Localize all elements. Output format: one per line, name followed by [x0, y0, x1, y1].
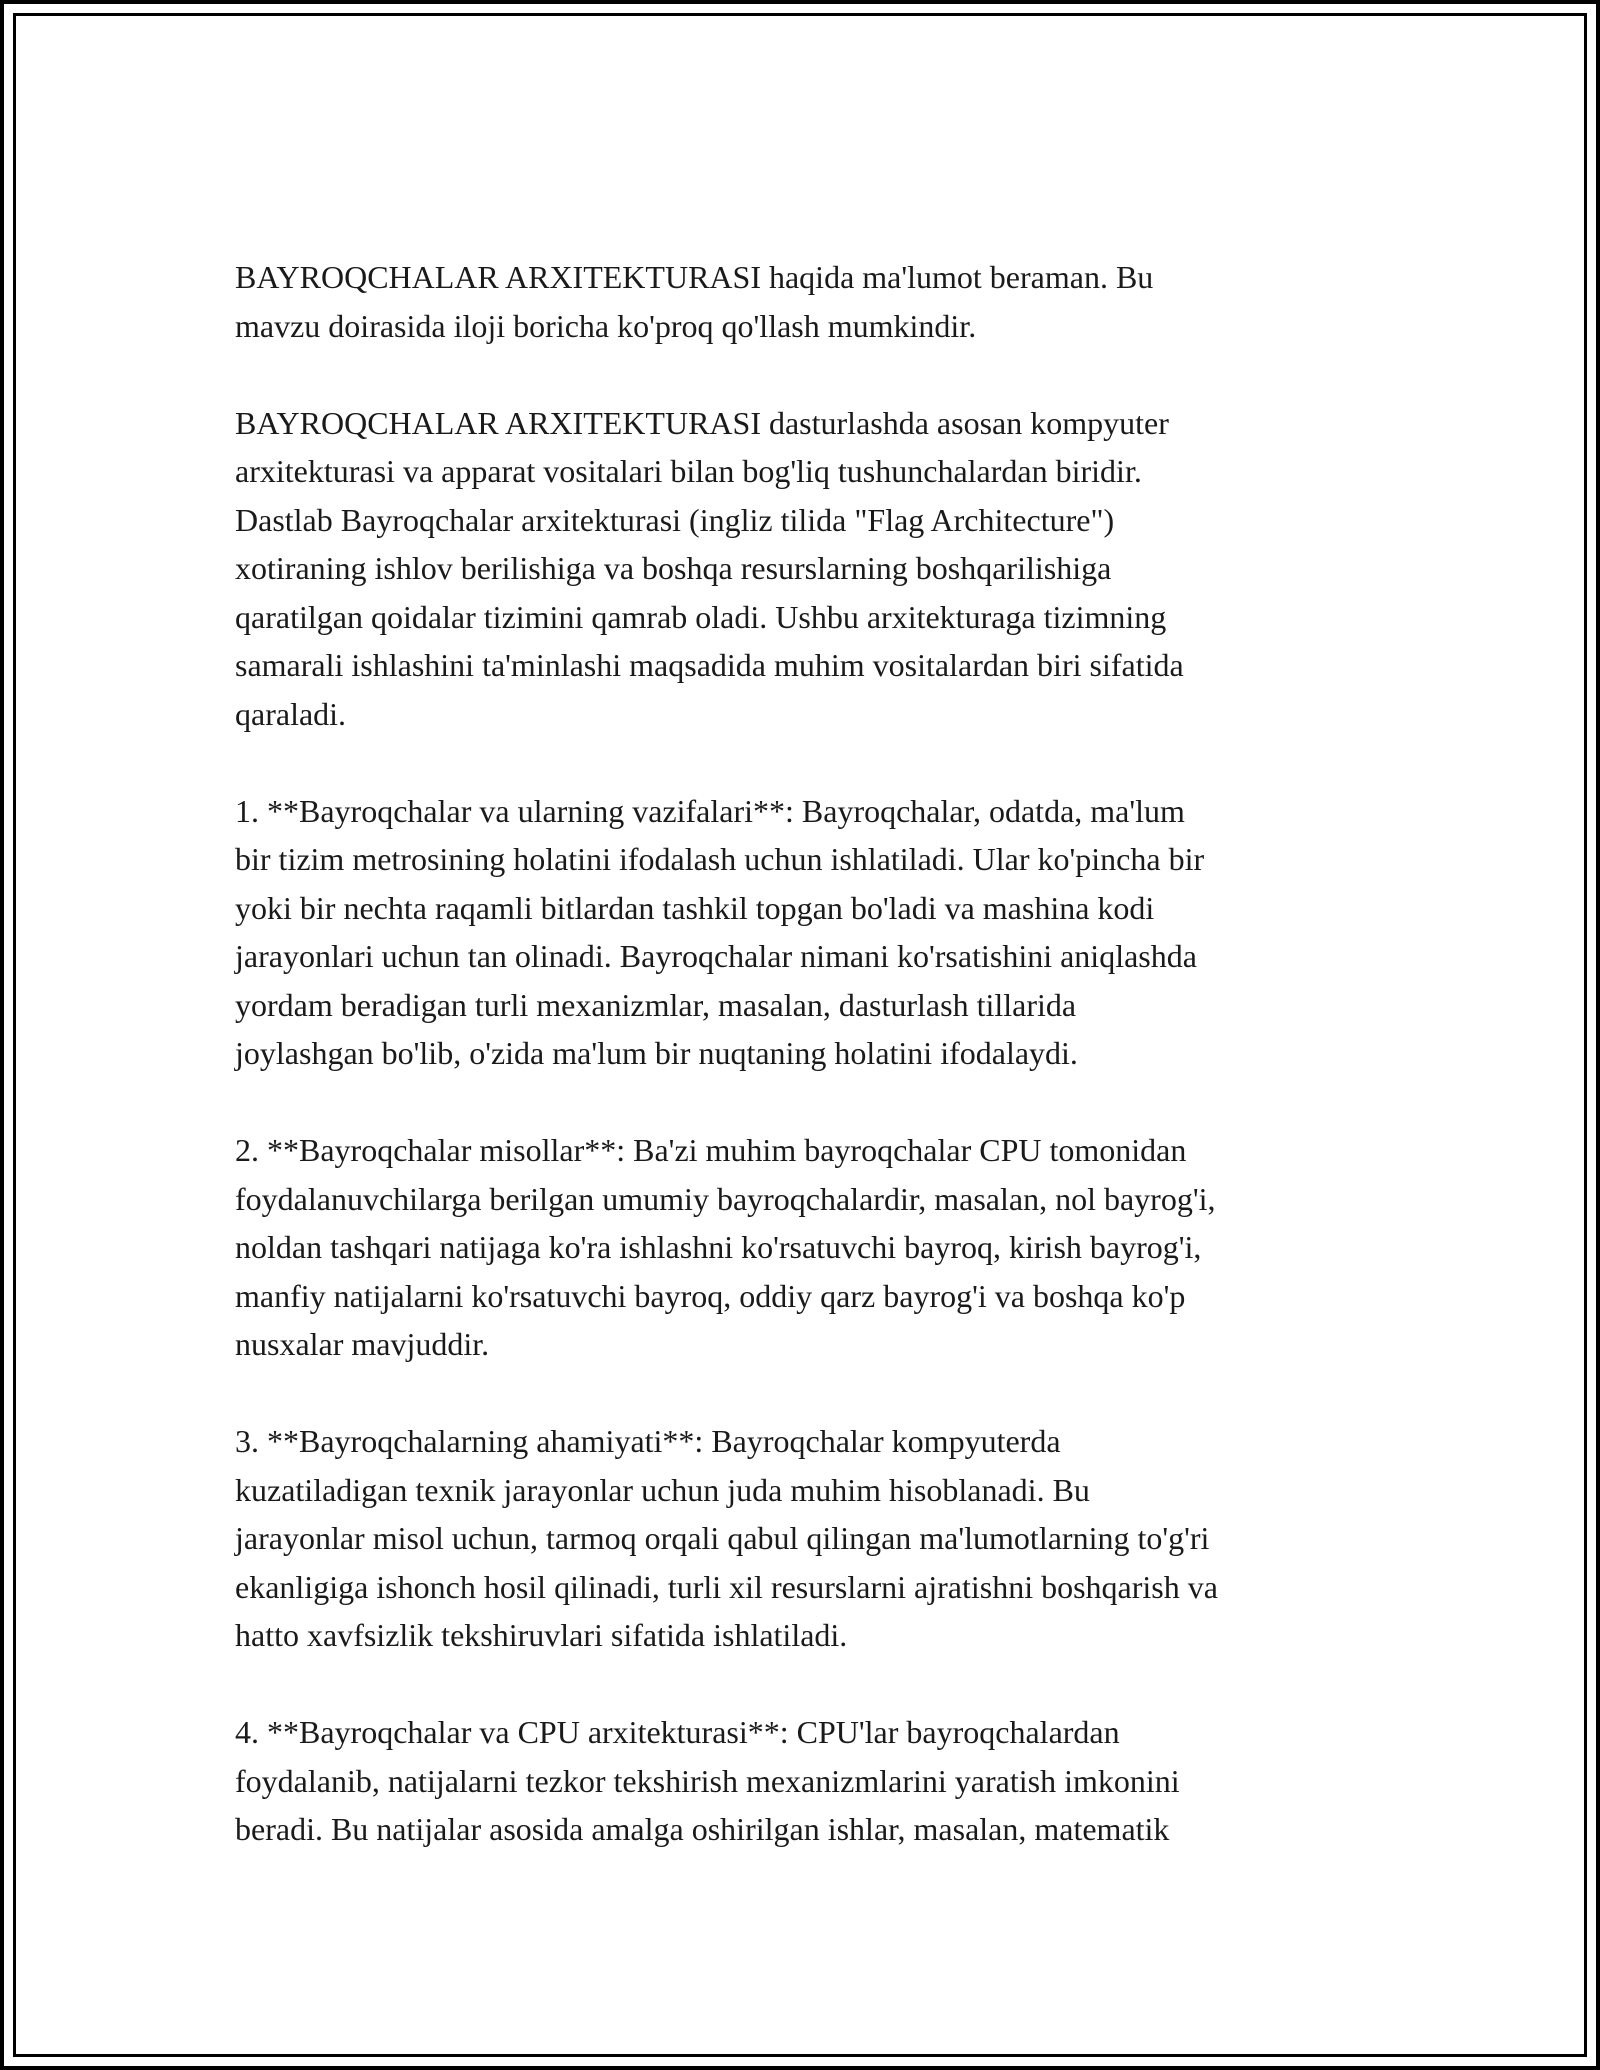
text-line: mavzu doirasida iloji boricha ko'proq qo'llash mumkindir.: [235, 307, 977, 344]
text-line: noldan tashqari natijaga ko'ra ishlashni ko'rsatuvchi bayroq, kirish bayrog'i,: [235, 1229, 1202, 1265]
text-line: qaratilgan qoidalar tizimini qamrab oladi. Ushbu arxitekturaga tizimning: [235, 598, 1167, 635]
paragraph-item-1: [235, 787, 1380, 1078]
text-line: beradi. Bu natijalar asosida amalga oshirilgan ishlar, masalan, matematik: [235, 1811, 1170, 1847]
text-line: nusxalar mavjuddir.: [235, 1326, 490, 1362]
text-line: BAYROQCHALAR ARXITEKTURASI dasturlashda asosan kompyuter: [235, 404, 1169, 441]
text-line: hatto xavfsizlik tekshiruvlari sifatida ishlatiladi.: [235, 1617, 848, 1653]
text-line: foydalanuvchilarga berilgan umumiy bayroqchalardir, masalan, nol bayrog'i,: [235, 1180, 1216, 1217]
text-line: jarayonlar misol uchun, tarmoq orqali qabul qilingan ma'lumotlarning to'g'ri: [235, 1520, 1210, 1556]
text-line: 2. **Bayroqchalar misollar**: Ba'zi muhim bayroqchalar CPU tomonidan: [235, 1132, 1187, 1168]
text-line: kuzatiladigan texnik jarayonlar uchun juda muhim hisoblanadi. Bu: [235, 1471, 1090, 1508]
document-body: [235, 253, 1380, 1902]
text-line: Dastlab Bayroqchalar arxitekturasi (ingliz tilida "Flag Architecture"): [235, 501, 1115, 538]
paragraph-definition: [235, 399, 1380, 739]
text-line: 1. **Bayroqchalar va ularning vazifalari**: Bayroqchalar, odatda, ma'lum: [235, 792, 1185, 829]
text-line: samarali ishlashini ta'minlashi maqsadida muhim vositalardan biri sifatida: [235, 647, 1184, 683]
text-line: manfiy natijalarni ko'rsatuvchi bayroq, oddiy qarz bayrog'i va boshqa ko'p: [235, 1277, 1186, 1314]
text-line: qaraladi.: [235, 695, 347, 732]
paragraph-intro: [235, 253, 1380, 350]
text-line: joylashgan bo'lib, o'zida ma'lum bir nuqtaning holatini ifodalaydi.: [235, 1035, 1078, 1071]
text-line: 3. **Bayroqchalarning ahamiyati**: Bayroqchalar kompyuterda: [235, 1423, 1061, 1459]
text-line: yordam beradigan turli mexanizmlar, masalan, dasturlash tillarida: [235, 986, 1077, 1023]
paragraph-item-4: [235, 1708, 1380, 1854]
text-line: BAYROQCHALAR ARXITEKTURASI haqida ma'lumot beraman. Bu: [235, 259, 1154, 295]
text-line: bir tizim metrosining holatini ifodalash uchun ishlatiladi. Ular ko'pincha bir: [235, 841, 1205, 877]
paragraph-item-3: [235, 1417, 1380, 1660]
text-line: ekanligiga ishonch hosil qilinadi, turli xil resurslarni ajratishni boshqarish va: [235, 1568, 1218, 1605]
text-line: foydalanib, natijalarni tezkor tekshirish mexanizmlarini yaratish imkonini: [235, 1762, 1180, 1799]
text-line: xotiraning ishlov berilishiga va boshqa resurslarning boshqarilishiga: [235, 550, 1112, 586]
text-line: jarayonlari uchun tan olinadi. Bayroqchalar nimani ko'rsatishini aniqlashda: [235, 938, 1197, 974]
text-line: arxitekturasi va apparat vositalari bilan bog'liq tushunchalardan biridir.: [235, 453, 1142, 489]
text-line: 4. **Bayroqchalar va CPU arxitekturasi**: CPU'lar bayroqchalardan: [235, 1714, 1120, 1750]
text-line: yoki bir nechta raqamli bitlardan tashkil topgan bo'ladi va mashina kodi: [235, 889, 1155, 926]
paragraph-item-2: [235, 1126, 1380, 1369]
